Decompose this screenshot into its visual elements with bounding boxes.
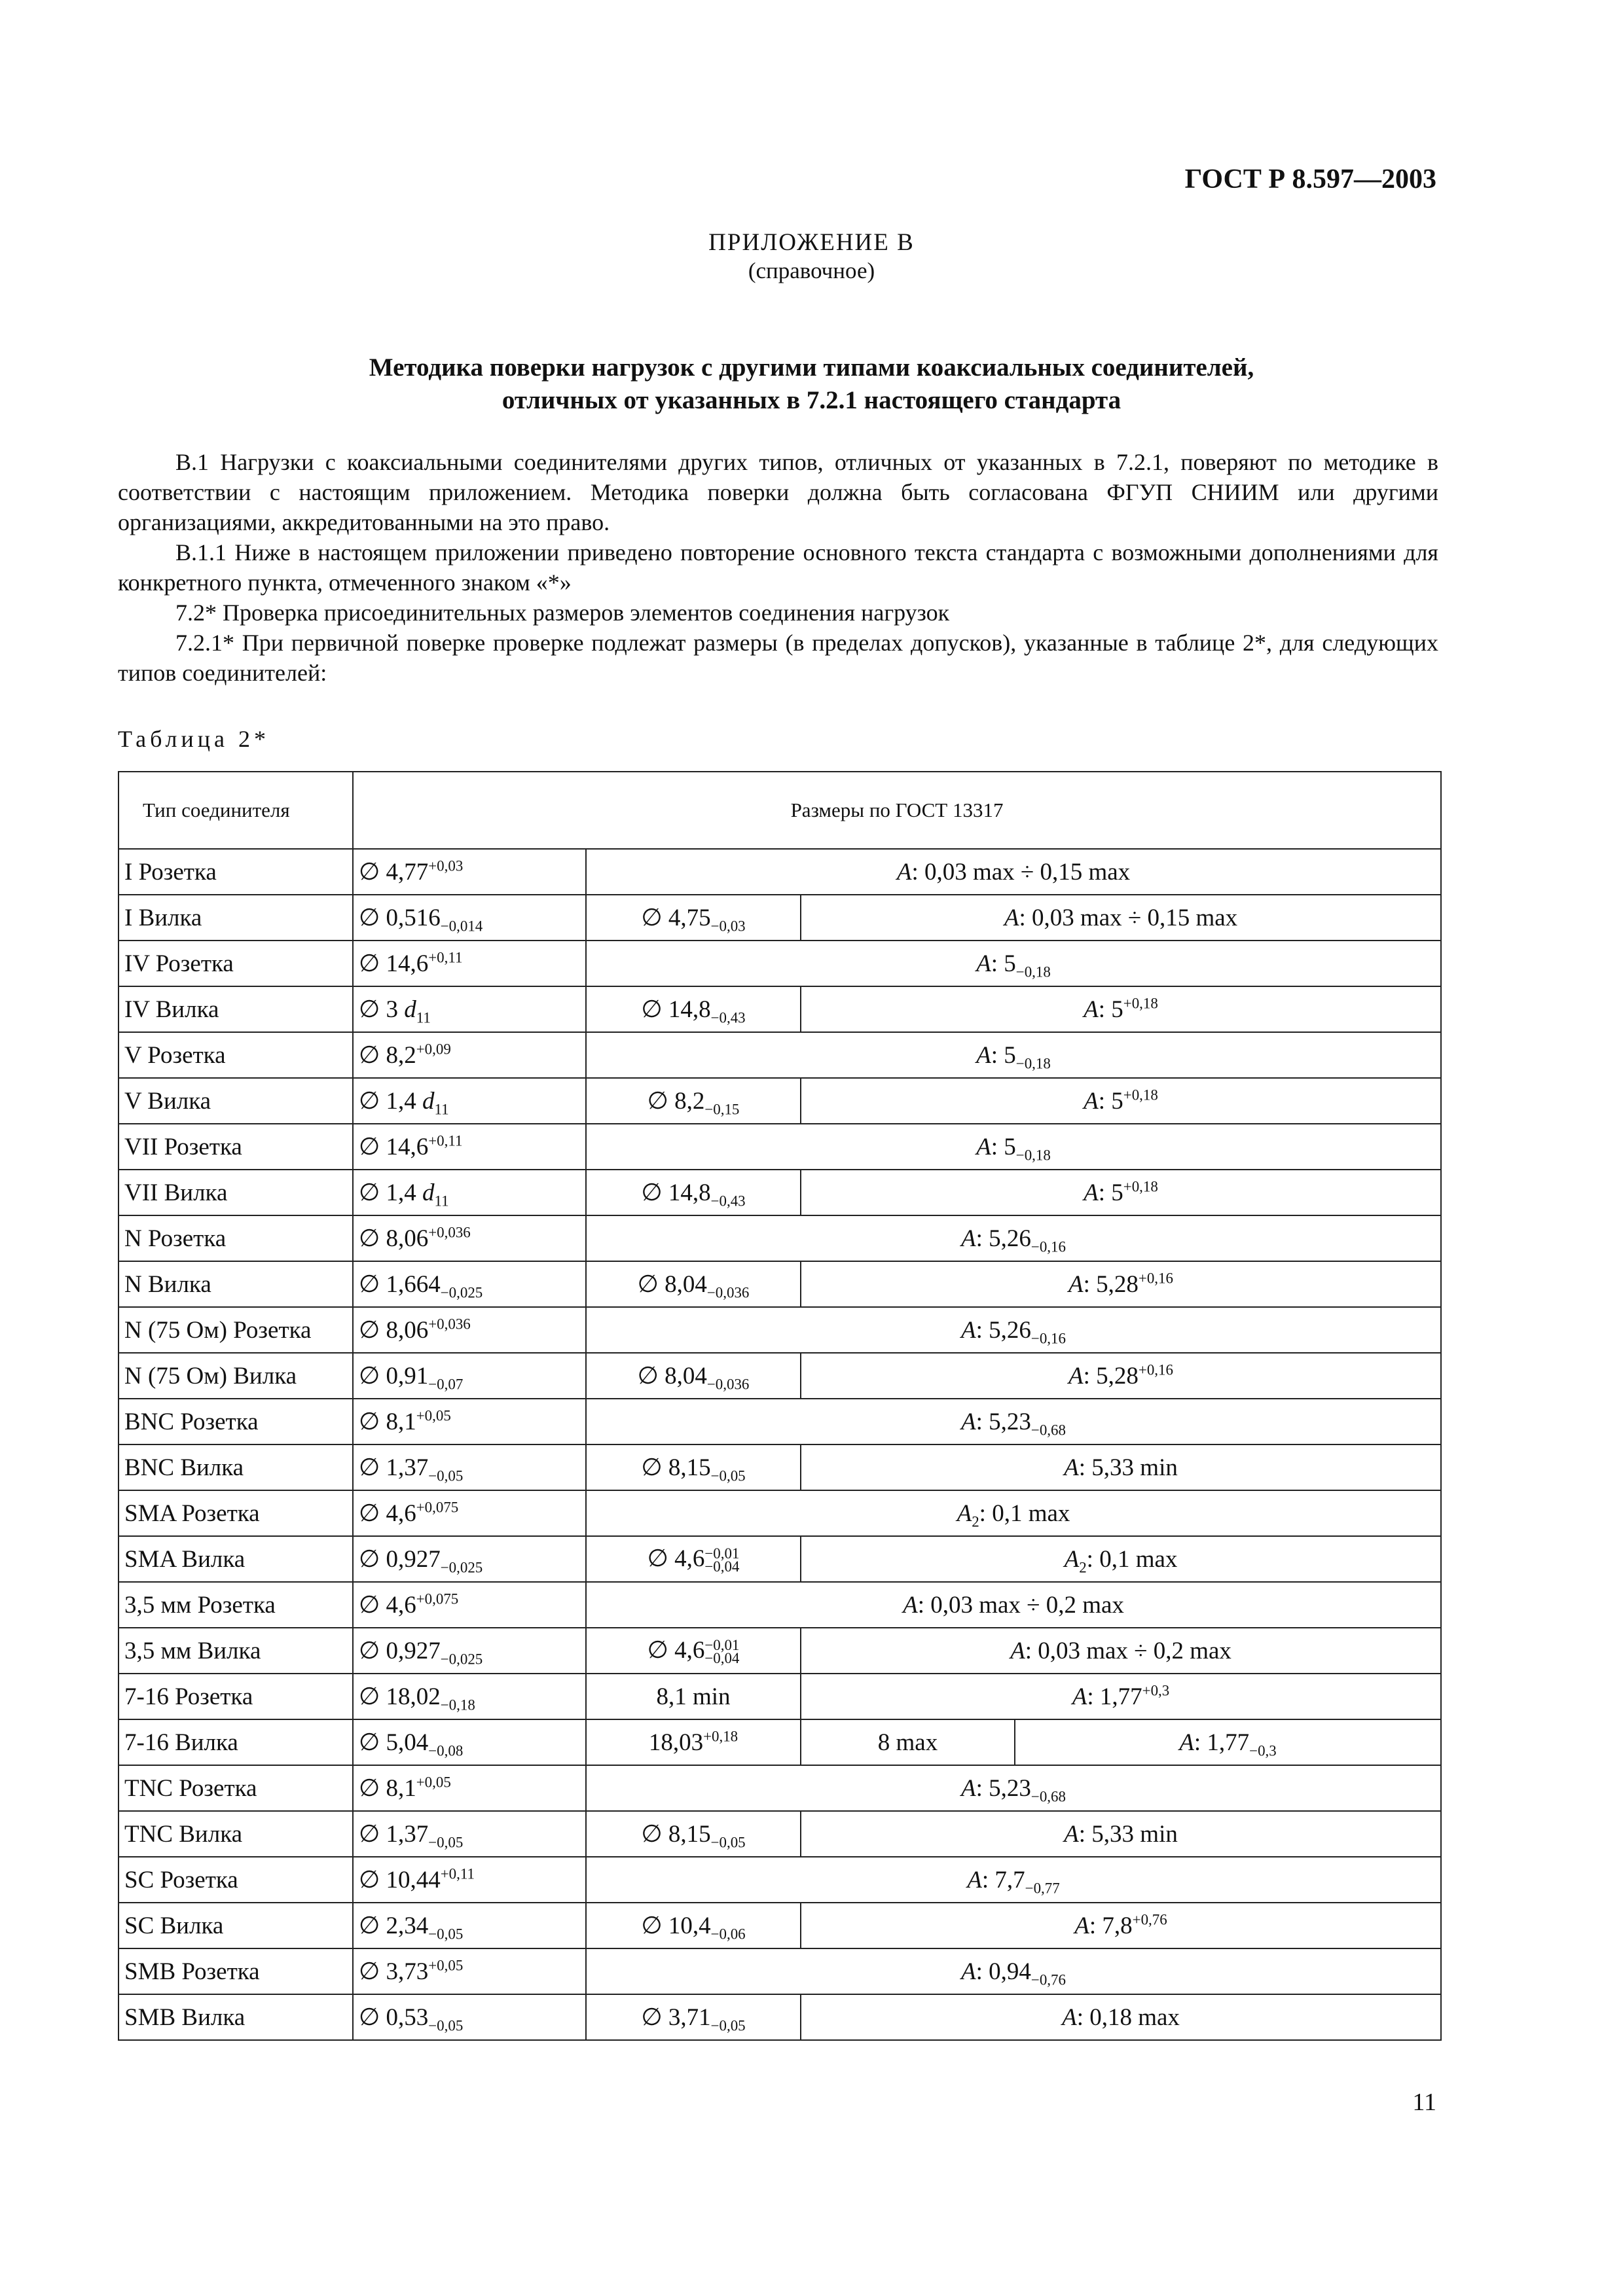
dimension-cell: A: $5_{-0,18}$ [586,1124,1441,1170]
connector-type-cell: SMB Розетка [119,1948,353,1994]
appendix-heading [0,229,1623,285]
connector-type-cell: I Вилка [119,895,353,941]
dimension-cell: A: $5,26_{-0,16}$ [586,1215,1441,1261]
dimension-cell: A: 5,33 min [801,1811,1441,1857]
appendix-title: ПРИЛОЖЕНИЕ В [708,229,915,256]
dimension-cell: ∅ $0,927_{-0,025}$ [353,1536,586,1582]
table-row [119,1719,1441,1765]
dimension-cell: A: $5,23_{-0,68}$ [586,1765,1441,1811]
connector-type-cell: BNC Вилка [119,1444,353,1490]
table-body [119,772,1441,2040]
dimension-cell: ∅ $5,04_{-0,08}$ [353,1719,586,1765]
dimension-cell: ∅ 4,6 −0,01 −0,04 [586,1628,801,1674]
dimension-cell: ∅ $8,2_{-0,15}$ [586,1078,801,1124]
dimension-cell: ∅ $3,71_{-0,05}$ [586,1994,801,2040]
document-code: ГОСТ Р 8.597—2003 [1184,164,1436,194]
paragraph-b1: В.1 Нагрузки с коаксиальными соединителями других типов, отличных от указанных в 7.2.1, поверяют по методике в соответствии с настоящим приложением. Методика поверки должна быть согласована ФГУП СНИИМ или другими организациями, аккредитованными на это право. [118,449,1438,535]
dimension-cell: A: $5_{-0,18}$ [586,941,1441,986]
table-caption: Таблица 2* [118,726,270,752]
connector-type-cell: VII Вилка [119,1170,353,1215]
table-row [119,1765,1441,1811]
dimension-cell: 8,1 min [586,1674,801,1719]
header-sizes: Размеры по ГОСТ 13317 [353,772,1441,849]
connector-type-cell: V Вилка [119,1078,353,1124]
table-row [119,1307,1441,1353]
table-header-row [119,772,1441,849]
table-row [119,1078,1441,1124]
dimension-cell: 8 max [801,1719,1015,1765]
dimension-cell: ∅ $8,1^{+0,05}$ [353,1399,586,1444]
table-row [119,1857,1441,1903]
dimension-cell: ∅ $0,53_{-0,05}$ [353,1994,586,2040]
dimensions-table [118,771,1442,2041]
dimension-cell: ∅ 1,4 $d_{11}$ [353,1078,586,1124]
dimension-cell: ∅ $8,15_{-0,05}$ [586,1444,801,1490]
table-row [119,1490,1441,1536]
dimension-cell: A: $5^{+0,18}$ [801,1078,1441,1124]
connector-type-cell: N Розетка [119,1215,353,1261]
table-row [119,941,1441,986]
dimension-cell: ∅ $4,75_{-0,03}$ [586,895,801,941]
connector-type-cell: TNC Вилка [119,1811,353,1857]
connector-type-cell: 7-16 Розетка [119,1674,353,1719]
body-text [118,447,1438,688]
connector-type-cell: SMA Вилка [119,1536,353,1582]
dimension-cell: ∅ $1,37_{-0,05}$ [353,1444,586,1490]
table-row [119,986,1441,1032]
dimension-cell: ∅ $14,6^{+0,11}$ [353,941,586,986]
table-row [119,1215,1441,1261]
connector-type-cell: 3,5 мм Розетка [119,1582,353,1628]
dimension-cell: $18,03^{+0,18}$ [586,1719,801,1765]
dimension-cell: A: 0,03 max ÷ 0,2 max [801,1628,1441,1674]
connector-type-cell: 3,5 мм Вилка [119,1628,353,1674]
dimension-cell: ∅ 4,6 −0,01 −0,04 [586,1536,801,1582]
dimension-cell: ∅ $14,8_{-0,43}$ [586,1170,801,1215]
table-row [119,849,1441,895]
table-row [119,1399,1441,1444]
dimension-cell: ∅ $0,927_{-0,025}$ [353,1628,586,1674]
table-row [119,1032,1441,1078]
connector-type-cell: SMA Розетка [119,1490,353,1536]
header-connector-type: Тип соединителя [119,772,353,849]
table-row [119,1261,1441,1307]
table-row [119,1536,1441,1582]
dimension-cell: A: $0,94_{-0,76}$ [586,1948,1441,1994]
connector-type-cell: I Розетка [119,849,353,895]
connector-type-cell: N Вилка [119,1261,353,1307]
page-number: 11 [1412,2089,1436,2116]
table-row [119,1124,1441,1170]
connector-type-cell: SC Розетка [119,1857,353,1903]
connector-type-cell: BNC Розетка [119,1399,353,1444]
table-row [119,1948,1441,1994]
table-row [119,1353,1441,1399]
dimension-cell: ∅ $14,8_{-0,43}$ [586,986,801,1032]
dimension-cell: ∅ $8,2^{+0,09}$ [353,1032,586,1078]
table-row [119,895,1441,941]
section-title [0,351,1623,417]
dimension-cell: ∅ $8,15_{-0,05}$ [586,1811,801,1857]
dimension-cell: A: $5^{+0,18}$ [801,986,1441,1032]
connector-type-cell: IV Розетка [119,941,353,986]
dimension-cell: ∅ $8,1^{+0,05}$ [353,1765,586,1811]
dimension-cell: ∅ $10,4_{-0,06}$ [586,1903,801,1948]
dimension-cell: A: 0,18 max [801,1994,1441,2040]
dimension-cell: $A_2$: 0,1 max [801,1536,1441,1582]
paragraph-7-2: 7.2* Проверка присоединительных размеров элементов соединения нагрузок [175,600,950,626]
dimension-cell: A: $5^{+0,18}$ [801,1170,1441,1215]
dimension-cell: A: $5,26_{-0,16}$ [586,1307,1441,1353]
connector-type-cell: VII Розетка [119,1124,353,1170]
paragraph-7-2-1: 7.2.1* При первичной поверке проверке подлежат размеры (в пределах допусков), указанные в таблице 2*, для следующих типов соединителей: [118,630,1438,686]
dimension-cell: ∅ $0,91_{-0,07}$ [353,1353,586,1399]
connector-type-cell: N (75 Ом) Вилка [119,1353,353,1399]
dimension-cell: $A_2$: 0,1 max [586,1490,1441,1536]
dimension-cell: ∅ $8,04_{-0,036}$ [586,1353,801,1399]
dimension-cell: A: 5,33 min [801,1444,1441,1490]
dimension-cell: ∅ $8,04_{-0,036}$ [586,1261,801,1307]
connector-type-cell: IV Вилка [119,986,353,1032]
dimension-cell: A: $5,28^{+0,16}$ [801,1261,1441,1307]
dimension-cell: A: 0,03 max ÷ 0,2 max [586,1582,1441,1628]
connector-type-cell: SC Вилка [119,1903,353,1948]
connector-type-cell: TNC Розетка [119,1765,353,1811]
table-row [119,1674,1441,1719]
dimension-cell: ∅ $2,34_{-0,05}$ [353,1903,586,1948]
dimension-cell: ∅ $3,73^{+0,05}$ [353,1948,586,1994]
table-row [119,1811,1441,1857]
dimension-cell: ∅ $4,77^{+0,03}$ [353,849,586,895]
dimension-cell: A: $5,28^{+0,16}$ [801,1353,1441,1399]
dimension-cell: ∅ $4,6^{+0,075}$ [353,1490,586,1536]
table-row [119,1170,1441,1215]
connector-type-cell: N (75 Ом) Розетка [119,1307,353,1353]
table-row [119,1903,1441,1948]
section-title-line-1: Методика поверки нагрузок с другими типами коаксиальных соединителей, [369,353,1254,382]
table-row [119,1628,1441,1674]
paragraph-b1-1: В.1.1 Ниже в настоящем приложении приведено повторение основного текста стандарта с возможными дополнениями для конкретного пункта, отмеченного знаком «*» [118,539,1438,596]
appendix-subtitle: (справочное) [748,258,875,283]
dimension-cell: ∅ $4,6^{+0,075}$ [353,1582,586,1628]
dimension-cell: ∅ $8,06^{+0,036}$ [353,1307,586,1353]
connector-type-cell: V Розетка [119,1032,353,1078]
dimension-cell: A: 0,03 max ÷ 0,15 max [801,895,1441,941]
table-row [119,1994,1441,2040]
dimension-cell: ∅ 1,4 $d_{11}$ [353,1170,586,1215]
dimension-cell: ∅ $0,516_{-0,014}$ [353,895,586,941]
dimension-cell: A: $1,77^{+0,3}$ [801,1674,1441,1719]
dimension-cell: ∅ $1,664_{-0,025}$ [353,1261,586,1307]
section-title-line-2: отличных от указанных в 7.2.1 настоящего стандарта [501,386,1122,414]
dimension-cell: A: $5_{-0,18}$ [586,1032,1441,1078]
table-row [119,1582,1441,1628]
connector-type-cell: SMB Вилка [119,1994,353,2040]
dimension-cell: A: $1,77_{-0,3}$ [1015,1719,1441,1765]
dimension-cell: ∅ $8,06^{+0,036}$ [353,1215,586,1261]
dimension-cell: A: $7,7_{-0,77}$ [586,1857,1441,1903]
dimension-cell: ∅ $10,44^{+0,11}$ [353,1857,586,1903]
dimension-cell: ∅ $1,37_{-0,05}$ [353,1811,586,1857]
dimension-cell: ∅ $18,02_{-0,18}$ [353,1674,586,1719]
dimension-cell: A: $5,23_{-0,68}$ [586,1399,1441,1444]
dimension-cell: ∅ 3 $d_{11}$ [353,986,586,1032]
dimension-cell: A: 0,03 max ÷ 0,15 max [586,849,1441,895]
dimension-cell: A: $7,8^{+0,76}$ [801,1903,1441,1948]
table-row [119,1444,1441,1490]
dimension-cell: ∅ $14,6^{+0,11}$ [353,1124,586,1170]
connector-type-cell: 7-16 Вилка [119,1719,353,1765]
